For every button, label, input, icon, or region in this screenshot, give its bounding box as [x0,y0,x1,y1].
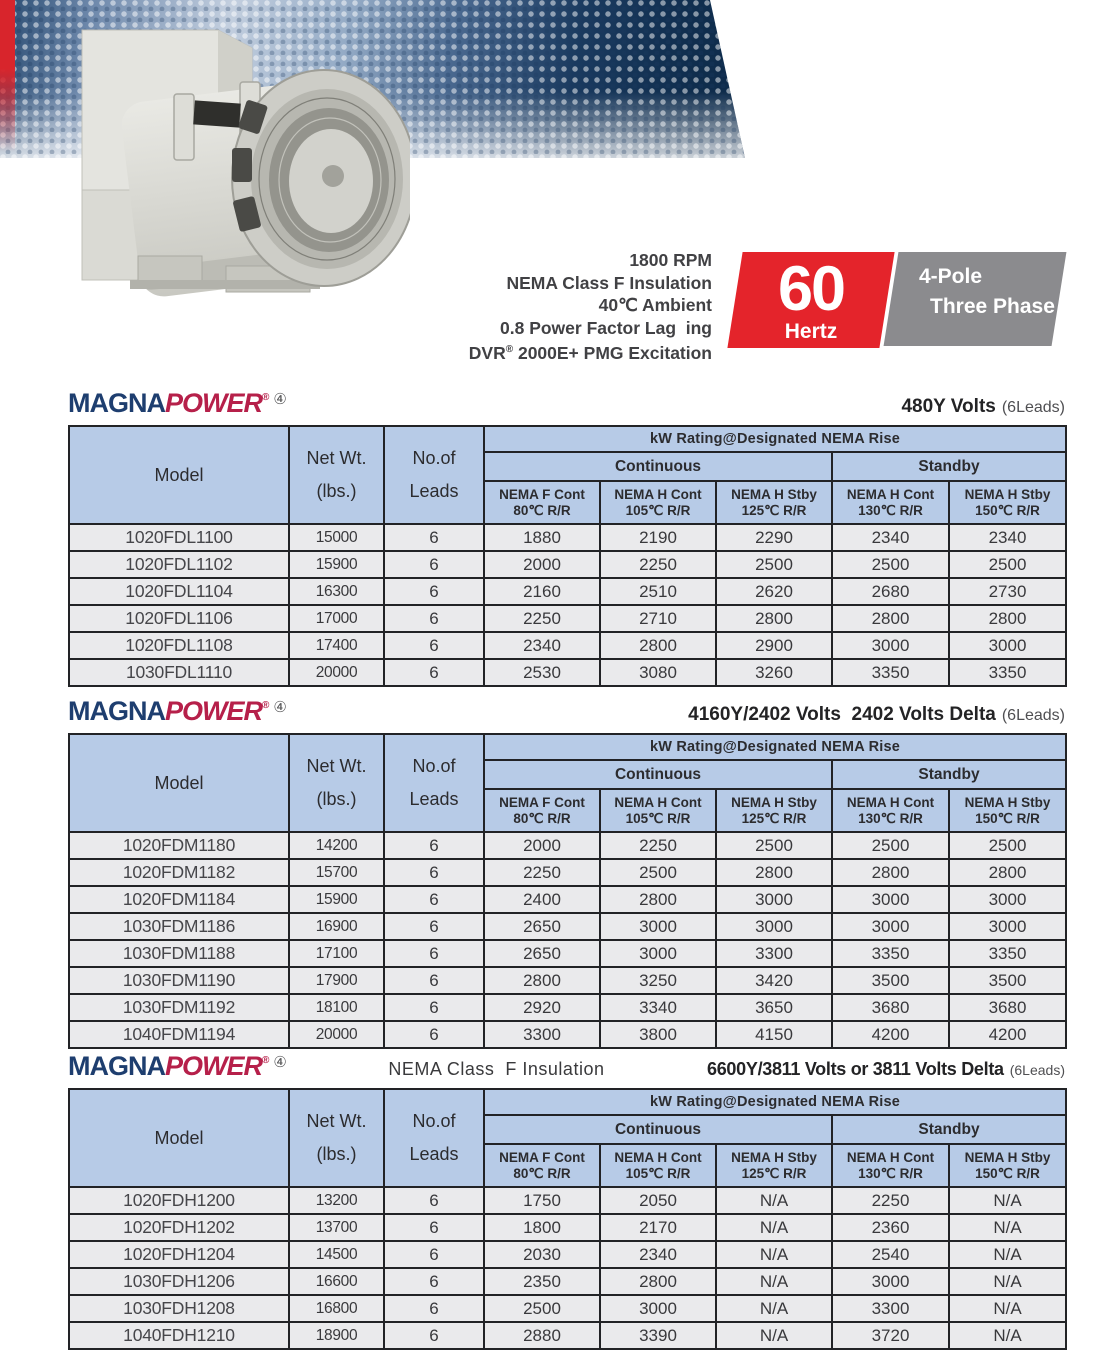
value-cell: 2350 [484,1268,600,1295]
value-cell: 6 [384,1268,484,1295]
value-cell: 6 [384,632,484,659]
voltage-title: 480Y Volts (6Leads) [901,396,1065,417]
col-header-nema-h-cont-105: NEMA H Cont 105℃ R/R [600,789,716,832]
value-cell: 3000 [716,886,832,913]
value-cell: 3300 [484,1021,600,1048]
value-cell: 3000 [716,913,832,940]
value-cell: 6 [384,886,484,913]
col-header-nema-h-stby-150: NEMA H Stby 150℃ R/R [949,481,1066,524]
col-header-leads: No.of Leads [384,1089,484,1187]
value-cell: 2530 [484,659,600,686]
value-cell: 2250 [600,832,716,859]
value-cell: 15000 [289,524,384,551]
model-cell: 1020FDH1200 [69,1187,289,1214]
value-cell: 16900 [289,913,384,940]
value-cell: 2800 [716,605,832,632]
magnapower-logo [68,1051,286,1088]
value-cell: 1800 [484,1214,600,1241]
value-cell: 6 [384,659,484,686]
table-row [69,551,1066,578]
col-header-net-wt: Net Wt. (lbs.) [289,426,384,524]
value-cell: N/A [716,1214,832,1241]
spec-line-power-factor: 0.8 Power Factor Lag ing [500,317,712,338]
col-header-nema-h-cont-105: NEMA H Cont 105℃ R/R [600,481,716,524]
table-row [69,832,1066,859]
value-cell: 16300 [289,578,384,605]
model-cell: 1040FDH1210 [69,1322,289,1349]
model-cell: 1020FDH1202 [69,1214,289,1241]
value-cell: 3000 [600,913,716,940]
logo-magna-text: MAGNA [68,1051,165,1081]
value-cell: 6 [384,940,484,967]
value-cell: 6 [384,859,484,886]
value-cell: 2500 [600,859,716,886]
table-row [69,1322,1066,1349]
logo-power-text: POWER [165,696,263,726]
value-cell: 3350 [832,659,949,686]
value-cell: 2030 [484,1241,600,1268]
col-header-net-wt: Net Wt. (lbs.) [289,734,384,832]
registered-mark: ® [262,392,269,403]
value-cell: 6 [384,1322,484,1349]
value-cell: 3000 [832,1268,949,1295]
model-cell: 1020FDL1100 [69,524,289,551]
ratings-table-4160y [68,733,1067,1049]
col-header-kw-rating: kW Rating@Designated NEMA Rise [484,734,1066,760]
value-cell: 2510 [600,578,716,605]
value-cell: 2540 [832,1241,949,1268]
model-cell: 1020FDL1106 [69,605,289,632]
value-cell: 2050 [600,1187,716,1214]
value-cell: 2290 [716,524,832,551]
value-cell: N/A [949,1295,1066,1322]
value-cell: 2880 [484,1322,600,1349]
value-cell: 2250 [600,551,716,578]
value-cell: 2500 [949,551,1066,578]
value-cell: 16600 [289,1268,384,1295]
model-cell: 1020FDL1102 [69,551,289,578]
value-cell: 6 [384,551,484,578]
value-cell: 2340 [949,524,1066,551]
col-header-nema-h-stby-125: NEMA H Stby 125℃ R/R [716,789,832,832]
table-row [69,940,1066,967]
model-cell: 1030FDM1190 [69,967,289,994]
table-section-6600y [68,1051,1065,1350]
value-cell: N/A [949,1187,1066,1214]
value-cell: 2340 [600,1241,716,1268]
value-cell: 3680 [832,994,949,1021]
value-cell: 15700 [289,859,384,886]
value-cell: 2000 [484,832,600,859]
value-cell: 6 [384,913,484,940]
col-header-continuous: Continuous [484,452,832,481]
col-header-model: Model [69,426,289,524]
value-cell: 2800 [600,632,716,659]
value-cell: 2710 [600,605,716,632]
value-cell: 3350 [949,940,1066,967]
value-cell: 2250 [832,1187,949,1214]
value-cell: 17000 [289,605,384,632]
value-cell: 3340 [600,994,716,1021]
value-cell: N/A [716,1241,832,1268]
value-cell: 3350 [832,940,949,967]
insulation-class-label: NEMA Class F Insulation [388,1059,605,1079]
model-cell: 1030FDM1192 [69,994,289,1021]
table-row [69,1214,1066,1241]
value-cell: 2800 [484,967,600,994]
value-cell: 20000 [289,1021,384,1048]
value-cell: 2340 [832,524,949,551]
value-cell: 3300 [832,1295,949,1322]
value-cell: 2800 [716,859,832,886]
value-cell: 2500 [484,1295,600,1322]
value-cell: 6 [384,832,484,859]
phase-label: Three Phase [930,295,1055,318]
value-cell: 2160 [484,578,600,605]
value-cell: 6 [384,967,484,994]
logo-magna-text: MAGNA [68,388,165,418]
col-header-nema-f-cont: NEMA F Cont 80℃ R/R [484,481,600,524]
pole-phase-badge [891,252,1059,346]
model-cell: 1020FDM1184 [69,886,289,913]
section-header [68,1051,1065,1088]
value-cell: 4200 [949,1021,1066,1048]
value-cell: N/A [949,1268,1066,1295]
col-header-nema-h-stby-150: NEMA H Stby 150℃ R/R [949,789,1066,832]
value-cell: N/A [949,1214,1066,1241]
value-cell: 3000 [832,886,949,913]
value-cell: 18100 [289,994,384,1021]
value-cell: 6 [384,578,484,605]
table-row [69,886,1066,913]
pole-label: 4-Pole [919,265,983,288]
magnapower-logo [68,696,286,733]
model-cell: 1030FDM1186 [69,913,289,940]
ratings-table-480y [68,425,1067,687]
model-cell: 1030FDH1208 [69,1295,289,1322]
section-header [68,696,1065,733]
value-cell: 2680 [832,578,949,605]
circled-four-mark: ④ [273,391,286,408]
value-cell: 16800 [289,1295,384,1322]
col-header-kw-rating: kW Rating@Designated NEMA Rise [484,1089,1066,1115]
col-header-leads: No.of Leads [384,426,484,524]
value-cell: 15900 [289,551,384,578]
circled-four-mark: ④ [273,699,286,716]
value-cell: 2500 [716,832,832,859]
col-header-kw-rating: kW Rating@Designated NEMA Rise [484,426,1066,452]
value-cell: 2650 [484,913,600,940]
table-row [69,1187,1066,1214]
spec-line-insulation: NEMA Class F Insulation [506,272,712,293]
value-cell: 6 [384,605,484,632]
value-cell: 2500 [832,832,949,859]
value-cell: 2250 [484,605,600,632]
value-cell: 2800 [600,886,716,913]
registered-mark: ® [262,1055,269,1066]
value-cell: 6 [384,1187,484,1214]
spec-line-excitation: DVR® 2000E+ PMG Excitation [468,342,712,363]
magnapower-logo [68,388,286,425]
value-cell: N/A [716,1295,832,1322]
col-header-nema-h-cont-130: NEMA H Cont 130℃ R/R [832,481,949,524]
value-cell: 2800 [949,859,1066,886]
value-cell: 13700 [289,1214,384,1241]
logo-power-text: POWER [165,1051,263,1081]
ratings-table-6600y [68,1088,1067,1350]
value-cell: 2190 [600,524,716,551]
logo-magna-text: MAGNA [68,696,165,726]
col-header-nema-f-cont: NEMA F Cont 80℃ R/R [484,1144,600,1187]
table-row [69,967,1066,994]
col-header-nema-h-stby-125: NEMA H Stby 125℃ R/R [716,1144,832,1187]
value-cell: N/A [716,1322,832,1349]
generator-photo [26,8,410,298]
value-cell: 2360 [832,1214,949,1241]
value-cell: 3420 [716,967,832,994]
value-cell: 3000 [832,632,949,659]
value-cell: 1750 [484,1187,600,1214]
value-cell: 2340 [484,632,600,659]
value-cell: 2500 [716,551,832,578]
value-cell: 2170 [600,1214,716,1241]
col-header-standby: Standby [832,760,1066,789]
circled-four-mark: ④ [273,1054,286,1071]
value-cell: 6 [384,1214,484,1241]
value-cell: N/A [949,1241,1066,1268]
value-cell: 2500 [949,832,1066,859]
col-header-model: Model [69,734,289,832]
value-cell: 2000 [484,551,600,578]
hertz-value: 60 [777,254,845,324]
hertz-badge [735,252,887,348]
value-cell: 3350 [949,659,1066,686]
col-header-nema-h-cont-105: NEMA H Cont 105℃ R/R [600,1144,716,1187]
col-header-model: Model [69,1089,289,1187]
model-cell: 1020FDL1108 [69,632,289,659]
value-cell: 1880 [484,524,600,551]
table-row [69,1268,1066,1295]
value-cell: 13200 [289,1187,384,1214]
spec-line-rpm: 1800 RPM [629,250,712,270]
table-row [69,659,1066,686]
value-cell: 15900 [289,886,384,913]
value-cell: 3000 [949,886,1066,913]
value-cell: 3390 [600,1322,716,1349]
value-cell: 6 [384,1021,484,1048]
value-cell: N/A [716,1268,832,1295]
value-cell: 6 [384,524,484,551]
value-cell: 3250 [600,967,716,994]
value-cell: 6 [384,1295,484,1322]
value-cell: N/A [716,1187,832,1214]
value-cell: 3650 [716,994,832,1021]
col-header-nema-h-stby-150: NEMA H Stby 150℃ R/R [949,1144,1066,1187]
col-header-continuous: Continuous [484,760,832,789]
table-row [69,524,1066,551]
col-header-leads: No.of Leads [384,734,484,832]
value-cell: 3000 [600,1295,716,1322]
table-row [69,859,1066,886]
spec-list [469,249,712,364]
logo-power-text: POWER [165,388,263,418]
model-cell: 1030FDL1110 [69,659,289,686]
value-cell: 2500 [832,551,949,578]
value-cell: 17400 [289,632,384,659]
value-cell: 6 [384,994,484,1021]
value-cell: 14500 [289,1241,384,1268]
value-cell: 3680 [949,994,1066,1021]
value-cell: 2400 [484,886,600,913]
col-header-nema-h-cont-130: NEMA H Cont 130℃ R/R [832,1144,949,1187]
value-cell: 14200 [289,832,384,859]
value-cell: 2620 [716,578,832,605]
model-cell: 1020FDH1204 [69,1241,289,1268]
value-cell: 17100 [289,940,384,967]
value-cell: 3000 [949,913,1066,940]
table-section-480y [68,388,1065,687]
value-cell: 2650 [484,940,600,967]
registered-mark: ® [262,700,269,711]
model-cell: 1030FDM1188 [69,940,289,967]
value-cell: 3000 [832,913,949,940]
value-cell: 17900 [289,967,384,994]
section-header [68,388,1065,425]
col-header-continuous: Continuous [484,1115,832,1144]
table-section-4160y [68,696,1065,1049]
col-header-nema-f-cont: NEMA F Cont 80℃ R/R [484,789,600,832]
value-cell: 3080 [600,659,716,686]
table-row [69,605,1066,632]
value-cell: 3500 [832,967,949,994]
value-cell: 6 [384,1241,484,1268]
model-cell: 1020FDM1180 [69,832,289,859]
table-row [69,994,1066,1021]
value-cell: 3000 [600,940,716,967]
value-cell: 2900 [716,632,832,659]
value-cell: N/A [949,1322,1066,1349]
model-cell: 1020FDL1104 [69,578,289,605]
value-cell: 2800 [832,605,949,632]
value-cell: 2920 [484,994,600,1021]
value-cell: 3000 [949,632,1066,659]
voltage-title: 4160Y/2402 Volts 2402 Volts Delta (6Leads) [688,704,1065,725]
voltage-title: 6600Y/3811 Volts or 3811 Volts Delta (6Leads) [707,1059,1065,1079]
value-cell: 18900 [289,1322,384,1349]
model-cell: 1030FDH1206 [69,1268,289,1295]
value-cell: 3800 [600,1021,716,1048]
value-cell: 3260 [716,659,832,686]
value-cell: 2800 [832,859,949,886]
red-accent-strip [0,0,15,152]
value-cell: 4150 [716,1021,832,1048]
spec-line-ambient: 40℃ Ambient [598,295,712,315]
value-cell: 3300 [716,940,832,967]
value-cell: 2730 [949,578,1066,605]
value-cell: 3720 [832,1322,949,1349]
col-header-standby: Standby [832,1115,1066,1144]
value-cell: 2250 [484,859,600,886]
value-cell: 2800 [949,605,1066,632]
table-row [69,913,1066,940]
model-cell: 1040FDM1194 [69,1021,289,1048]
table-row [69,578,1066,605]
model-cell: 1020FDM1182 [69,859,289,886]
table-row [69,632,1066,659]
table-row [69,1241,1066,1268]
col-header-net-wt: Net Wt. (lbs.) [289,1089,384,1187]
hertz-label: Hertz [784,320,838,343]
col-header-standby: Standby [832,452,1066,481]
col-header-nema-h-cont-130: NEMA H Cont 130℃ R/R [832,789,949,832]
value-cell: 3500 [949,967,1066,994]
value-cell: 20000 [289,659,384,686]
value-cell: 2800 [600,1268,716,1295]
value-cell: 4200 [832,1021,949,1048]
registered-mark: ® [505,344,514,355]
table-row [69,1021,1066,1048]
col-header-nema-h-stby-125: NEMA H Stby 125℃ R/R [716,481,832,524]
table-row [69,1295,1066,1322]
